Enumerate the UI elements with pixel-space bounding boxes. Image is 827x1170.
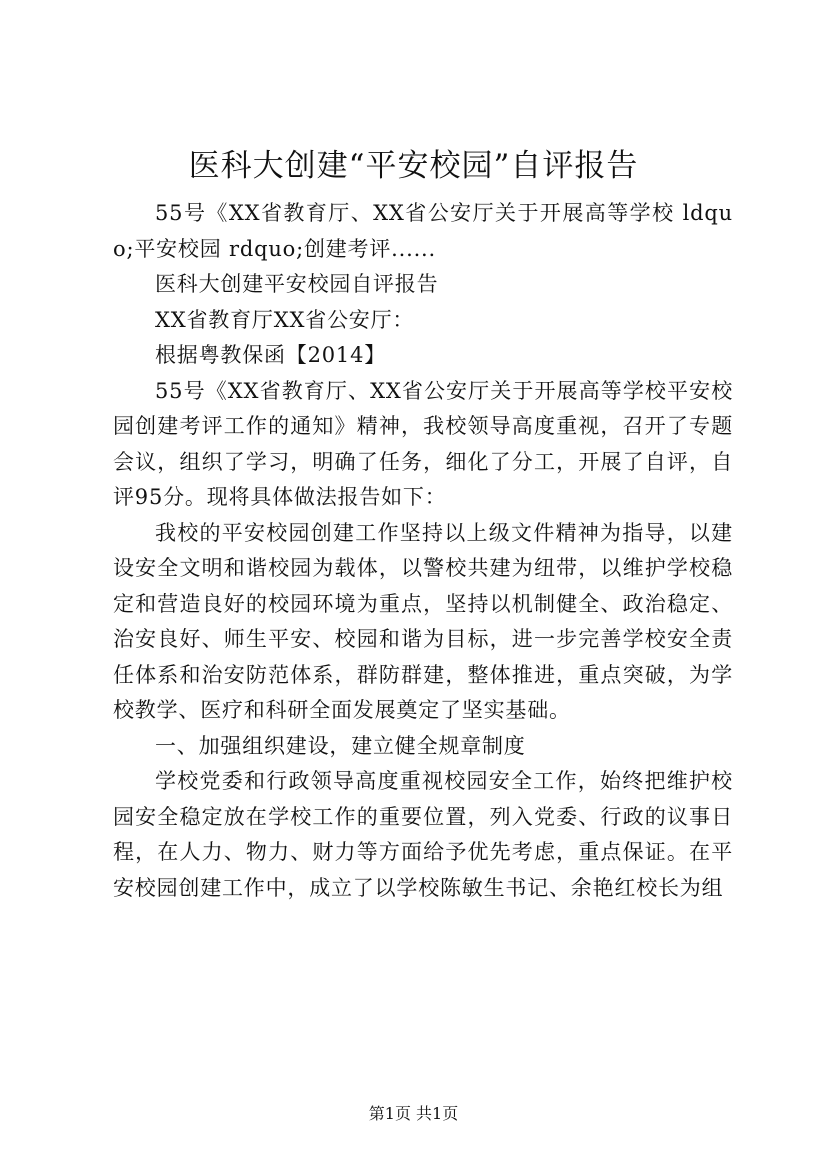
paragraph-leadership: 学校党委和行政领导高度重视校园安全工作，始终把维护校园安全稳定放在学校工作的重要位置，列入党委、行政的议事日程，在人力、物力、财力等方面给予优先考虑，重点保证。在平安校园创建工作中，成立了以学校陈敏生书记、余艳红校长为组 xyxy=(113,769,733,900)
paragraph-addressee: XX省教育厅XX省公安厅： xyxy=(155,307,415,332)
document-body xyxy=(113,196,733,906)
paragraph-notice-response: 55号《XX省教育厅、XX省公安厅关于开展高等学校平安校园创建考评工作的通知》精神，我校领导高度重视，召开了专题会议，组织了学习，明确了任务，细化了分工，开展了自评，自评95分。现将具体做法报告如下： xyxy=(113,378,733,509)
section-heading-organization: 一、加强组织建设，建立健全规章制度 xyxy=(155,733,526,758)
page-footer xyxy=(0,1104,827,1124)
paragraph-basis: 根据粤教保函【2014】 xyxy=(155,343,387,367)
document-title: 医科大创建“平安校园”自评报告 xyxy=(188,148,639,184)
paragraph-report-heading: 医科大创建平安校园自评报告 xyxy=(155,272,439,296)
paragraph-guiding-principle: 我校的平安校园创建工作坚持以上级文件精神为指导，以建设安全文明和谐校园为载体，以警校共建为纽带，以维护学校稳定和营造良好的校园环境为重点，坚持以机制健全、政治稳定、治安良好、师生平安、校园和谐为目标，进一步完善学校安全责任体系和治安防范体系，群防群建，整体推进，重点突破，为学校教学、医疗和科研全面发展奠定了坚实基础。 xyxy=(113,520,733,722)
paragraph-reference-excerpt: 55号《XX省教育厅、XX省公安厅关于开展高等学校 ldquo;平安校园 rdquo;创建考评...... xyxy=(113,201,733,261)
page-number-label: 第1页 共1页 xyxy=(368,1104,459,1123)
